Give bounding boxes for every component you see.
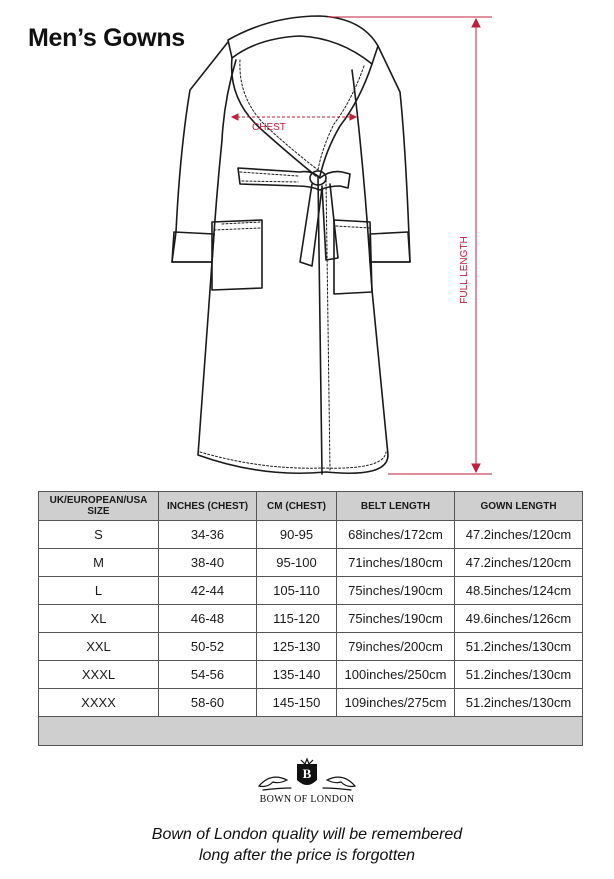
cell-belt: 71inches/180cm bbox=[337, 549, 455, 577]
header-cm-chest: CM (CHEST) bbox=[257, 492, 337, 521]
cell-gown: 51.2inches/130cm bbox=[455, 633, 583, 661]
cell-size: M bbox=[39, 549, 159, 577]
brand-logo bbox=[249, 758, 365, 796]
cell-belt: 100inches/250cm bbox=[337, 661, 455, 689]
cell-inches: 34-36 bbox=[159, 521, 257, 549]
cell-size: S bbox=[39, 521, 159, 549]
cuff-left bbox=[172, 232, 214, 262]
collar-back bbox=[228, 16, 378, 64]
cuff-right bbox=[370, 232, 410, 262]
tagline-line-1: Bown of London quality will be remembered bbox=[151, 826, 463, 843]
cell-gown: 51.2inches/130cm bbox=[455, 689, 583, 717]
cell-inches: 38-40 bbox=[159, 549, 257, 577]
cell-belt: 79inches/200cm bbox=[337, 633, 455, 661]
cell-cm: 125-130 bbox=[257, 633, 337, 661]
header-size: UK/EUROPEAN/USA SIZE bbox=[39, 492, 159, 521]
cell-inches: 54-56 bbox=[159, 661, 257, 689]
table-footer-cell bbox=[39, 717, 583, 746]
size-chart-table bbox=[38, 491, 583, 746]
cell-gown: 51.2inches/130cm bbox=[455, 661, 583, 689]
cell-cm: 145-150 bbox=[257, 689, 337, 717]
pocket-right bbox=[334, 220, 372, 294]
chest-label: CHEST bbox=[252, 122, 286, 133]
cell-size: XXXL bbox=[39, 661, 159, 689]
cell-gown: 47.2inches/120cm bbox=[455, 549, 583, 577]
logo-flourish-left bbox=[259, 777, 291, 790]
page-title: Men’s Gowns bbox=[28, 24, 185, 52]
tagline-line-2: long after the price is forgotten bbox=[198, 847, 416, 864]
table-row bbox=[39, 661, 583, 689]
full-length-label: FULL LENGTH bbox=[459, 236, 470, 304]
cell-belt: 109inches/275cm bbox=[337, 689, 455, 717]
logo-flourish-right bbox=[323, 777, 355, 790]
table-header-row bbox=[39, 492, 583, 521]
cell-cm: 95-100 bbox=[257, 549, 337, 577]
cell-cm: 90-95 bbox=[257, 521, 337, 549]
cell-belt: 68inches/172cm bbox=[337, 521, 455, 549]
cell-size: XXL bbox=[39, 633, 159, 661]
table-footer-row bbox=[39, 717, 583, 746]
cell-size: XXXX bbox=[39, 689, 159, 717]
cell-belt: 75inches/190cm bbox=[337, 577, 455, 605]
cell-gown: 48.5inches/124cm bbox=[455, 577, 583, 605]
cell-cm: 115-120 bbox=[257, 605, 337, 633]
table-row bbox=[39, 549, 583, 577]
table-row bbox=[39, 633, 583, 661]
cell-cm: 135-140 bbox=[257, 661, 337, 689]
cell-size: XL bbox=[39, 605, 159, 633]
cell-size: L bbox=[39, 577, 159, 605]
cell-cm: 105-110 bbox=[257, 577, 337, 605]
table-row bbox=[39, 689, 583, 717]
table-row bbox=[39, 605, 583, 633]
lapel-right bbox=[320, 64, 372, 176]
cell-inches: 46-48 bbox=[159, 605, 257, 633]
belt bbox=[238, 168, 350, 190]
brand-name: BOWN OF LONDON bbox=[259, 794, 355, 805]
header-gown-length: GOWN LENGTH bbox=[455, 492, 583, 521]
cell-inches: 50-52 bbox=[159, 633, 257, 661]
cell-gown: 49.6inches/126cm bbox=[455, 605, 583, 633]
cell-gown: 47.2inches/120cm bbox=[455, 521, 583, 549]
cell-inches: 42-44 bbox=[159, 577, 257, 605]
pocket-left bbox=[212, 220, 262, 290]
belt-tail-right bbox=[322, 184, 338, 260]
table-row bbox=[39, 521, 583, 549]
cell-belt: 75inches/190cm bbox=[337, 605, 455, 633]
table-row bbox=[39, 577, 583, 605]
logo-monogram: B bbox=[302, 766, 312, 781]
cell-inches: 58-60 bbox=[159, 689, 257, 717]
robe-body bbox=[172, 42, 410, 473]
header-inches-chest: INCHES (CHEST) bbox=[159, 492, 257, 521]
header-belt-length: BELT LENGTH bbox=[337, 492, 455, 521]
